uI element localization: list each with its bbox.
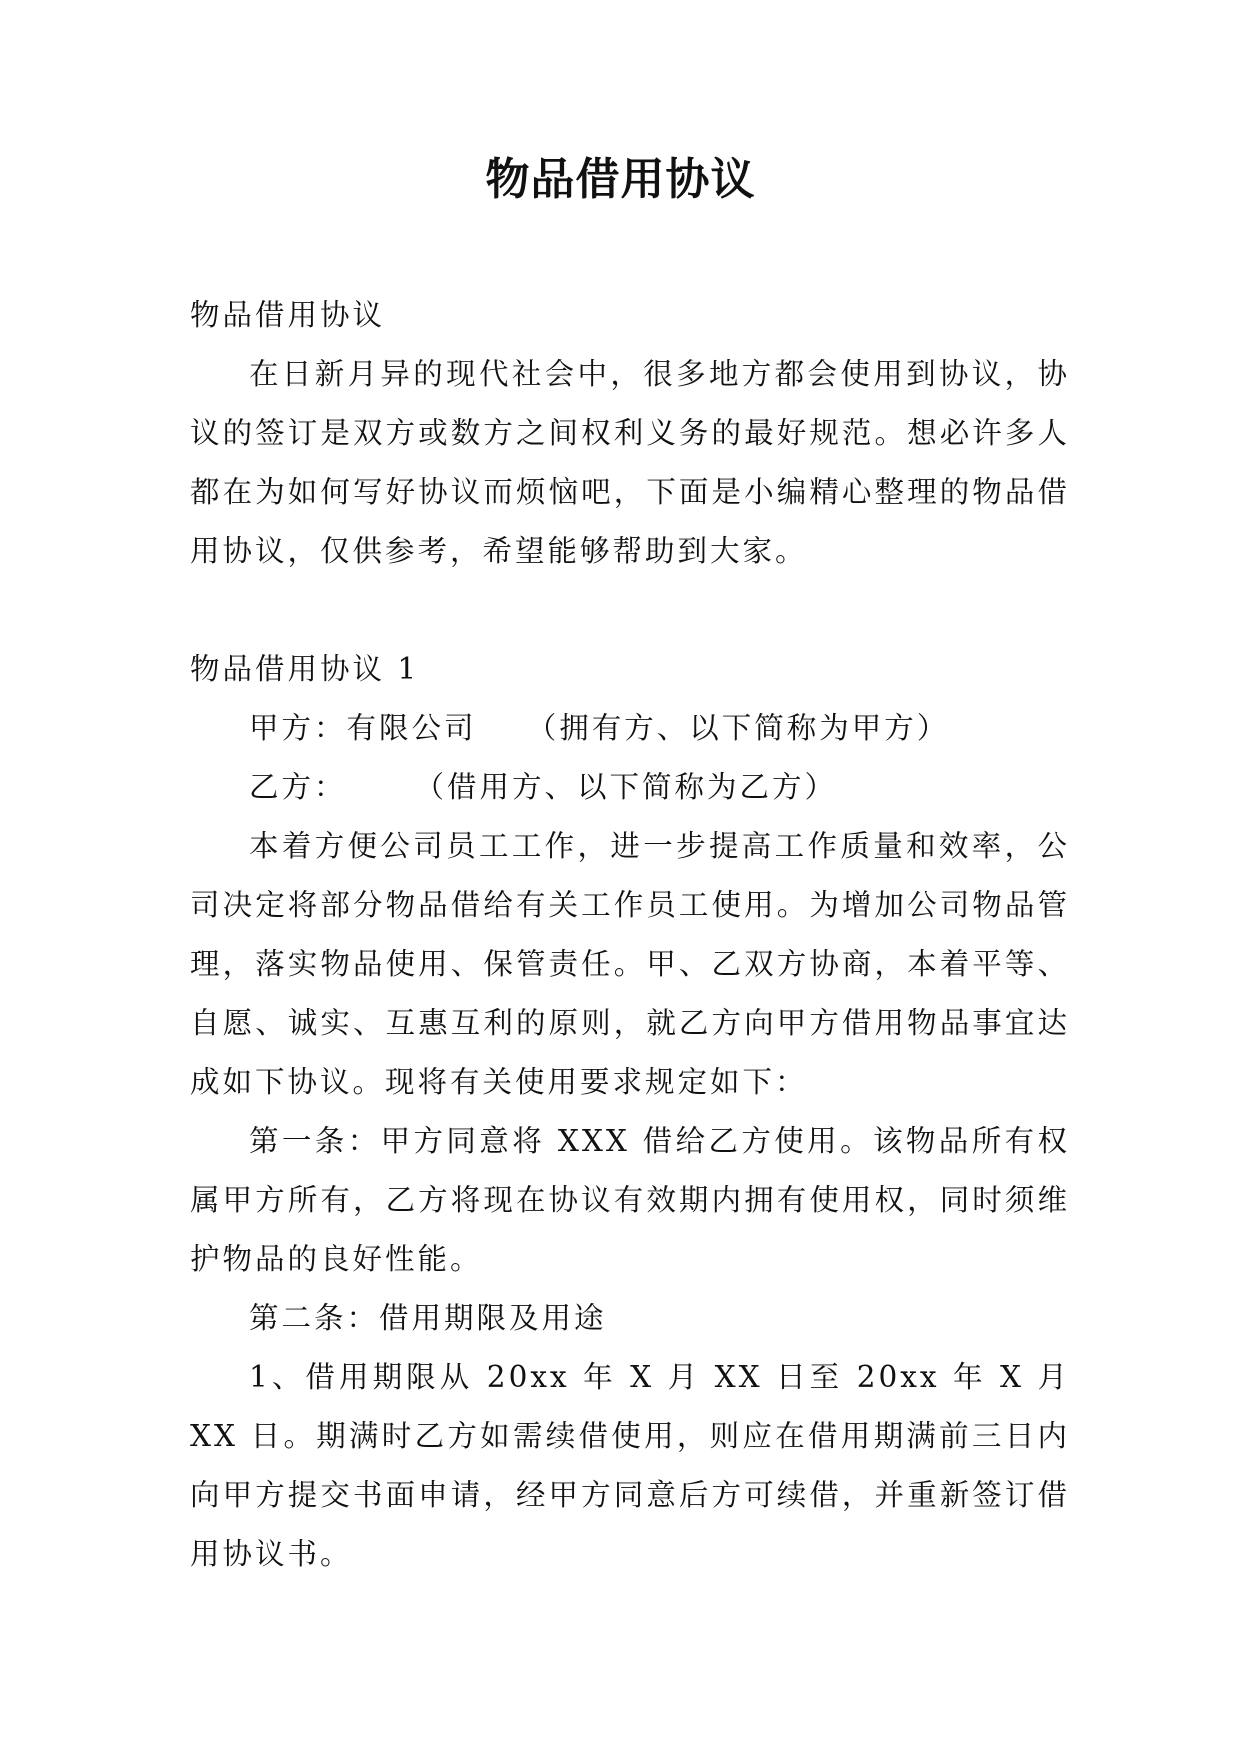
article-2-item-1: 1、借用期限从 20xx 年 X 月 XX 日至 20xx 年 X 月 XX 日。期满时乙方如需续借使用，则应在借用期满前三日内向甲方提交书面申请，经甲方同意后方可续借，并重新签订借用协议书。 bbox=[190, 1360, 1070, 1571]
document-title: 物品借用协议 bbox=[485, 154, 756, 205]
document-body bbox=[190, 286, 1070, 1584]
article-2-title: 第二条：借用期限及用途 bbox=[249, 1301, 607, 1335]
party-a-line: 甲方：有限公司 （拥有方、以下简称为甲方） bbox=[249, 711, 950, 745]
document-heading: 物品借用协议 bbox=[190, 298, 386, 332]
section-title: 物品借用协议 1 bbox=[190, 652, 420, 686]
paragraph-spacer bbox=[190, 581, 1070, 640]
preamble-paragraph: 本着方便公司员工工作，进一步提高工作质量和效率，公司决定将部分物品借给有关工作员工使用。为增加公司物品管理，落实物品使用、保管责任。甲、乙双方协商，本着平等、自愿、诚实、互惠互利的原则，就乙方向甲方借用物品事宜达成如下协议。现将有关使用要求规定如下： bbox=[190, 829, 1070, 1099]
intro-paragraph: 在日新月异的现代社会中，很多地方都会使用到协议，协议的签订是双方或数方之间权利义务的最好规范。想必许多人都在为如何写好协议而烦恼吧，下面是小编精心整理的物品借用协议，仅供参考，希望能够帮助到大家。 bbox=[190, 357, 1070, 568]
article-1-paragraph: 第一条：甲方同意将 XXX 借给乙方使用。该物品所有权属甲方所有，乙方将现在协议有效期内拥有使用权，同时须维护物品的良好性能。 bbox=[190, 1124, 1070, 1276]
party-b-line: 乙方： （借用方、以下简称为乙方） bbox=[249, 770, 838, 804]
